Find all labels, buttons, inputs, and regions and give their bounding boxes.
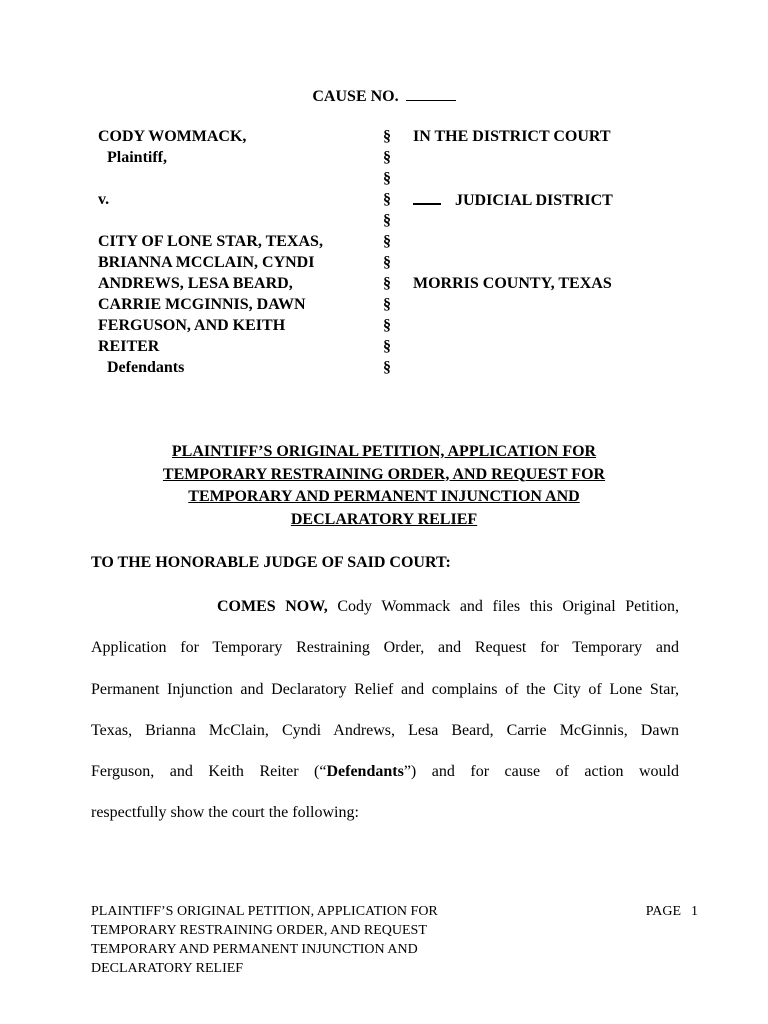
footer-line: TEMPORARY RESTRAINING ORDER, AND REQUEST: [91, 923, 427, 938]
paragraph-line: [91, 763, 679, 804]
section-symbol: §: [383, 212, 391, 229]
page-label: PAGE: [645, 904, 681, 919]
paragraph-text: ”) and for cause of action would: [403, 763, 679, 781]
court-name: IN THE DISTRICT COURT: [413, 128, 611, 145]
section-symbol: §: [383, 359, 391, 376]
defendant-line: ANDREWS, LESA BEARD,: [98, 275, 293, 292]
defendant-line: BRIANNA MCCLAIN, CYNDI: [98, 254, 315, 271]
district-number-blank: [413, 191, 441, 205]
comes-now-bold: COMES NOW,: [217, 598, 328, 615]
opening-paragraph: [91, 598, 679, 846]
section-symbol: §: [383, 338, 391, 355]
paragraph-text: Cody Wommack and files this Original Petition,: [327, 598, 679, 615]
section-symbol: §: [383, 275, 391, 292]
county: MORRIS COUNTY, TEXAS: [413, 275, 612, 292]
section-symbol: §: [383, 128, 391, 145]
petition-title: [0, 441, 768, 531]
footer-line: PLAINTIFF’S ORIGINAL PETITION, APPLICATION FOR: [91, 904, 438, 919]
defendants-role: Defendants: [107, 359, 185, 376]
section-symbol: §: [383, 296, 391, 313]
page-number: 1: [691, 904, 698, 919]
section-symbol: §: [383, 170, 391, 187]
plaintiff-name: CODY WOMMACK,: [98, 128, 247, 145]
cause-number: [0, 86, 768, 106]
defendants-defined-term: Defendants: [326, 763, 404, 781]
judicial-district-label: JUDICIAL DISTRICT: [455, 192, 613, 209]
cause-label: CAUSE NO.: [312, 88, 399, 105]
cause-number-blank: [406, 86, 456, 101]
section-symbol: §: [383, 149, 391, 166]
footer-title: [91, 902, 491, 978]
plaintiff-role: Plaintiff,: [107, 149, 167, 166]
judicial-district: [413, 191, 613, 210]
footer-line: TEMPORARY AND PERMANENT INJUNCTION AND: [91, 942, 418, 957]
section-symbol: §: [383, 191, 391, 208]
section-symbol: §: [383, 254, 391, 271]
footer-line: DECLARATORY RELIEF: [91, 961, 244, 976]
paragraph-text: Ferguson, and Keith Reiter (“: [91, 763, 327, 781]
versus: v.: [98, 191, 110, 208]
paragraph-line: Application for Temporary Restraining Order, and Request for Temporary and: [91, 639, 679, 657]
defendant-line: CARRIE MCGINNIS, DAWN: [98, 296, 306, 313]
paragraph-line: Texas, Brianna McClain, Cyndi Andrews, Lesa Beard, Carrie McGinnis, Dawn: [91, 721, 679, 739]
title-line: DECLARATORY RELIEF: [290, 510, 478, 528]
page-indicator: [646, 902, 698, 921]
title-line: TEMPORARY RESTRAINING ORDER, AND REQUEST FOR: [162, 465, 606, 483]
defendant-line: CITY OF LONE STAR, TEXAS,: [98, 233, 323, 250]
paragraph-line: respectfully show the court the following:: [91, 804, 359, 822]
section-symbol: §: [383, 317, 391, 334]
salutation: TO THE HONORABLE JUDGE OF SAID COURT:: [91, 554, 451, 571]
paragraph-line: [91, 598, 679, 639]
title-line: TEMPORARY AND PERMANENT INJUNCTION AND: [188, 488, 580, 505]
title-line: PLAINTIFF’S ORIGINAL PETITION, APPLICATION FOR: [171, 443, 597, 460]
defendant-line: REITER: [98, 338, 160, 355]
defendant-line: FERGUSON, AND KEITH: [98, 317, 286, 334]
section-symbol: §: [383, 233, 391, 250]
paragraph-line: Permanent Injunction and Declaratory Relief and complains of the City of Lone Star,: [91, 680, 679, 698]
